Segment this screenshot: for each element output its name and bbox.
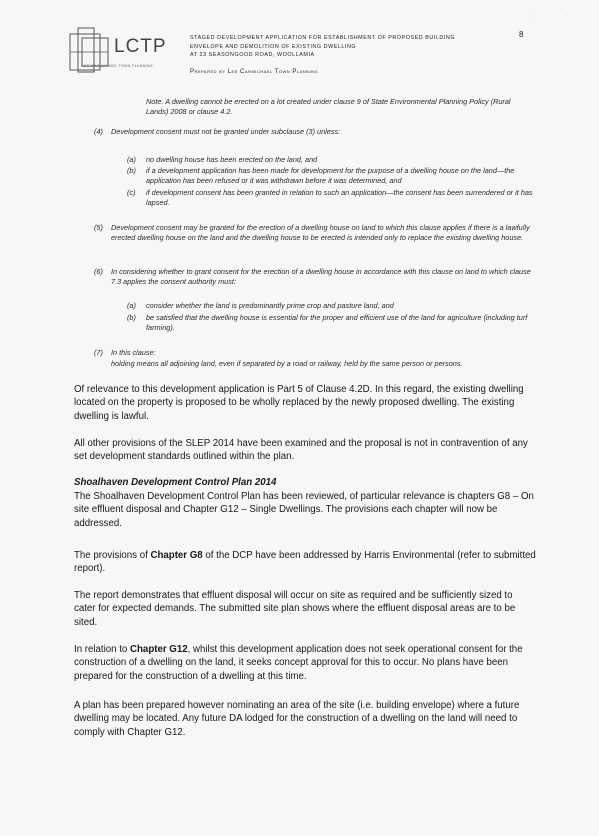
document-header-title (190, 34, 490, 60)
header-title-line: STAGED DEVELOPMENT APPLICATION FOR ESTABLISHMENT OF PROPOSED BUILDING (190, 35, 456, 41)
text-run: , whilst this development application does not seek operational consent for the construction of a dwelling on the land, it seeks concept approval for this to occur. No plans have been prepared for the construction of a dwelling at this time. (74, 644, 523, 682)
clause-number: (7) (94, 348, 103, 357)
clause-text: In considering whether to grant consent for the erection of a dwelling house in accordance with this clause on land to which clause 7.3 applies the consent authority must: (111, 267, 531, 287)
page-number: 8 (519, 30, 524, 39)
clause-number: (4) (94, 127, 103, 136)
paragraph-slep-provisions: All other provisions of the SLEP 2014 have been examined and the proposal is not in contravention of any set development standards outlined within the plan. (74, 438, 528, 463)
header-title-line: ENVELOPE AND DEMOLITION OF EXISTING DWELLING (190, 43, 357, 50)
clause-note: Note. A dwelling cannot be erected on a lot created under clause 9 of State Environmental Planning Policy (Rural Lands) 2008 or clause 4.2. (146, 97, 511, 117)
clause-number: (6) (94, 267, 103, 276)
clause-text: if development consent has been granted in relation to such an application—the consent has been surrendered or it has lapsed. (146, 188, 533, 208)
clause-text: no dwelling house has been erected on the land, and (146, 155, 318, 164)
clause-number: (b) (127, 166, 136, 175)
logo-text: LCTP (114, 36, 167, 57)
paragraph-effluent: The report demonstrates that effluent disposal will occur on site as required and be sufficiently sized to cater for expected demands. The submitted site plan shows where the effluent disposal areas are to be sited. (74, 590, 516, 628)
chapter-ref: Chapter G8 (150, 550, 203, 561)
clause-definition: holding means all adjoining land, even if separated by a road or railway, held by the same person or persons. (111, 359, 463, 368)
clause-text: Development consent must not be granted under subclause (3) unless: (111, 127, 341, 136)
paragraph-chapter-g8 (74, 549, 536, 576)
clause-text: consider whether the land is predominantly prime crop and pasture land, and (146, 301, 394, 310)
clause-number: (a) (127, 155, 136, 164)
clause-number: (a) (127, 301, 136, 310)
chapter-ref: Chapter G12 (130, 644, 188, 655)
logo-subtitle: LEE CARMICHAEL TOWN PLANNING (82, 64, 153, 68)
paragraph-dcp-review: The Shoalhaven Development Control Plan has been reviewed, of particular relevance is chapters G8 – On site effluent disposal and Chapter G12 – Single Dwellings. The provisions each chapter will now be addressed. (74, 491, 534, 529)
clause-text: Development consent may be granted for the erection of a dwelling house on land to which this clause applies if there is a lawfully erected dwelling house on the land and the dwelling house to be erected is intended only to replace the existing dwelling house. (111, 223, 530, 243)
prepared-by: Prepared by Lee Carmichael Town Planning (190, 69, 319, 75)
clause-number: (c) (127, 188, 136, 197)
section-heading-dcp: Shoalhaven Development Control Plan 2014 (74, 477, 277, 488)
scan-specks: · · · (530, 12, 584, 24)
clause-number: (5) (94, 223, 103, 232)
paragraph-chapter-g12 (74, 643, 536, 683)
paragraph-building-envelope: A plan has been prepared however nominating an area of the site (i.e. building envelope) where a future dwelling may be located. Any future DA lodged for the construction of a dwelling on the land will need to comply with Chapter G12. (74, 700, 520, 738)
clause-text: if a development application has been made for development for the purpose of a dwelling house on the land—the application has been refused or it was withdrawn before it was determined, and (146, 166, 515, 186)
text-run: The provisions of (74, 550, 151, 561)
clause-number: (b) (127, 313, 136, 322)
clause-text: In this clause: (111, 348, 156, 357)
header-title-line: AT 23 SEASONGOOD ROAD, WOOLLAMIA (190, 52, 315, 59)
text-run: of the DCP have been addressed by Harris Environmental (refer to submitted report). (74, 550, 536, 575)
text-run: In relation to (74, 644, 131, 655)
paragraph-relevance: Of relevance to this development application is Part 5 of Clause 4.2D. In this regard, the existing dwelling located on the property is proposed to be wholly replaced by the newly proposed dwelling. The existing dwelling is lawful. (74, 384, 524, 422)
clause-text: be satisfied that the dwelling house is essential for the proper and efficient use of the land for agriculture (including turf farming). (146, 313, 528, 333)
